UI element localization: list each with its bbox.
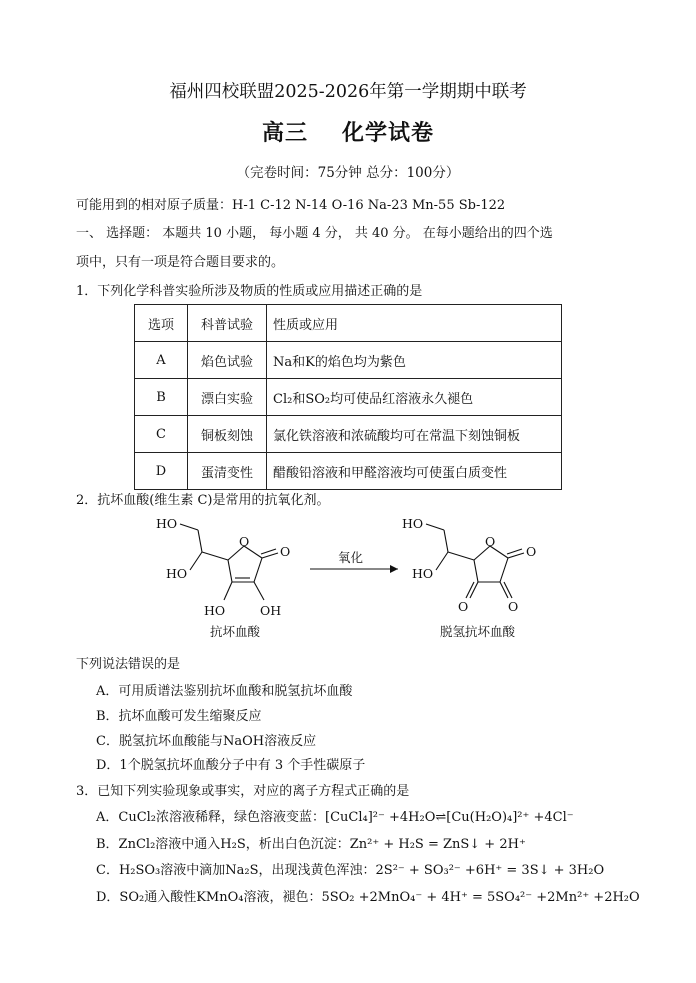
q3-option-c: C．H₂SO₃溶液中滴加Na₂S，出现浅黄色浑浊：2S²⁻ + SO₃²⁻ +6H⁺ = 3S↓ + 3H₂O (96, 863, 605, 878)
reactant-name: 抗坏血酸 (210, 624, 261, 639)
label-ho: HO (402, 516, 424, 531)
label-ho: HO (204, 603, 226, 618)
table-cell: Cl₂和SO₂均可使品红溶液永久褪色 (267, 379, 562, 416)
header-cell: 性质或应用 (267, 305, 562, 342)
arrow-head (390, 565, 398, 573)
table-cell: 氯化铁溶液和浓硫酸均可在常温下刻蚀铜板 (267, 416, 562, 453)
q1-table (134, 304, 562, 490)
grade-label: 高三 (261, 120, 308, 146)
atomic-masses: 可能用到的相对原子质量：H-1 C-12 N-14 O-16 Na-23 Mn-55 Sb-122 (76, 198, 506, 213)
section-one-line2: 项中，只有一项是符合题目要求的。 (76, 255, 285, 270)
exam-title: 福州四校联盟2025-2026年第一学期期中联考 (169, 82, 527, 102)
q3-option-b: B．ZnCl₂溶液中通入H₂S，析出白色沉淀：Zn²⁺ + H₂S = ZnS↓ + 2H⁺ (96, 837, 526, 852)
q2-stem: 2．抗坏血酸(维生素 C)是常用的抗氧化剂。 (76, 493, 330, 508)
table-cell: 醋酸铅溶液和甲醛溶液均可使蛋白质变性 (267, 453, 562, 490)
subject-label: 化学试卷 (342, 120, 435, 146)
section-one-line1: 一、 选择题： 本题共 10 小题， 每小题 4 分， 共 40 分。 在每小题给出的四个选 (76, 226, 553, 241)
header-cell: 科普试验 (188, 305, 267, 342)
q3-option-a: A．CuCl₂浓溶液稀释，绿色溶液变蓝：[CuCl₄]²⁻ +4H₂O⇌[Cu(H₂O)₄]²⁺ +4Cl⁻ (96, 810, 574, 825)
label-ho: HO (156, 516, 178, 531)
label-ho: HO (166, 566, 188, 581)
q2-option-c: C．脱氢抗坏血酸能与NaOH溶液反应 (96, 734, 317, 749)
carbonyl-oxygen-label: O (280, 544, 291, 559)
q2-option-b: B．抗坏血酸可发生缩聚反应 (96, 709, 262, 724)
q3-option-d: D．SO₂通入酸性KMnO₄溶液，褪色：5SO₂ +2MnO₄⁻ + 4H⁺ = 5SO₄²⁻ +2Mn²⁺ +2H₂O (96, 890, 640, 905)
ring-oxygen-label: O (239, 534, 250, 549)
label-ho: HO (412, 566, 434, 581)
q2-prompt: 下列说法错误的是 (76, 657, 181, 672)
table-cell: A (135, 342, 188, 379)
q3-stem: 3．已知下列实验现象或事实，对应的离子方程式正确的是 (76, 784, 410, 799)
table-row (135, 379, 562, 416)
table-header-row (135, 305, 562, 342)
exam-subject (0, 116, 696, 147)
table-cell: 漂白实验 (188, 379, 267, 416)
carbonyl-oxygen-label: O (508, 599, 519, 614)
product-name: 脱氢抗坏血酸 (440, 624, 516, 639)
table-cell: B (135, 379, 188, 416)
table-row (135, 416, 562, 453)
table-row (135, 453, 562, 490)
ascorbic-acid-structure (180, 524, 278, 600)
table-cell: 蛋清变性 (188, 453, 267, 490)
carbonyl-oxygen-label: O (458, 599, 469, 614)
table-cell: D (135, 453, 188, 490)
q1-stem: 1．下列化学科普实验所涉及物质的性质或应用描述正确的是 (76, 284, 423, 299)
dehydroascorbic-acid-structure (426, 524, 524, 598)
table-cell: C (135, 416, 188, 453)
table-cell: 焰色试验 (188, 342, 267, 379)
vitamin-c-oxidation-diagram (140, 500, 560, 648)
table-row (135, 342, 562, 379)
table-cell: Na和K的焰色均为紫色 (267, 342, 562, 379)
carbonyl-oxygen-label: O (526, 544, 537, 559)
q2-option-a: A．可用质谱法鉴别抗坏血酸和脱氢抗坏血酸 (96, 684, 353, 699)
q2-option-d: D．1个脱氢抗坏血酸分子中有 3 个手性碳原子 (96, 758, 366, 773)
exam-info: （完卷时间：75分钟 总分：100分） (236, 165, 460, 181)
label-oh: OH (260, 603, 282, 618)
ring-oxygen-label: O (485, 534, 496, 549)
table-cell: 铜板刻蚀 (188, 416, 267, 453)
reaction-label: 氧化 (338, 550, 364, 565)
header-cell: 选项 (135, 305, 188, 342)
